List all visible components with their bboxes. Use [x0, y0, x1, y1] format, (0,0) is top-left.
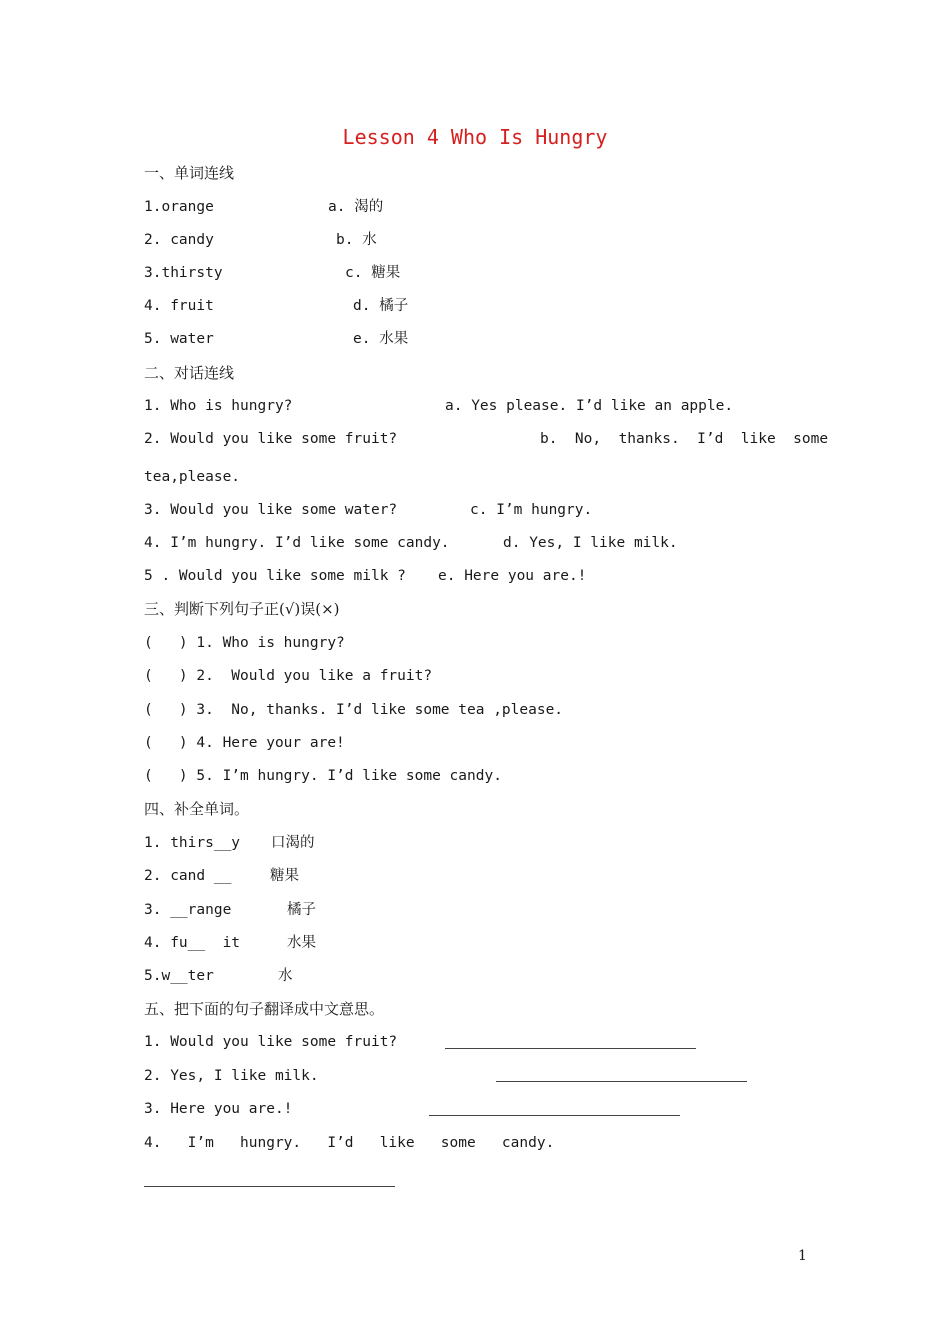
s2-answer-b: b. No, thanks. I’d like some	[540, 431, 829, 447]
s5-answer-line-1	[445, 1048, 696, 1049]
s1-meaning-e: e. 水果	[353, 331, 409, 347]
s2-question-4: 4. I’m hungry. I’d like some candy.	[144, 535, 450, 551]
s5-sentence-2: 2. Yes, I like milk.	[144, 1068, 319, 1084]
s5-sentence-1: 1. Would you like some fruit?	[144, 1034, 398, 1050]
s1-word-2: 2. candy	[144, 232, 214, 248]
s5-answer-line-2	[496, 1081, 747, 1082]
s4-meaning-1: 口渴的	[271, 835, 315, 851]
s2-answer-c: c. I’m hungry.	[470, 502, 593, 518]
page-number: 1	[798, 1248, 807, 1264]
section4-heading: 四、补全单词。	[144, 800, 250, 818]
s3-item-3: ( ) 3. No, thanks. I’d like some tea ,please.	[144, 702, 564, 718]
s3-item-4: ( ) 4. Here your are!	[144, 735, 345, 751]
s1-word-1: 1.orange	[144, 199, 214, 215]
s4-word-2: 2. cand __	[144, 868, 232, 884]
s4-word-3: 3. __range	[144, 902, 232, 918]
s2-question-3: 3. Would you like some water?	[144, 502, 398, 518]
s5-answer-line-3	[429, 1115, 680, 1116]
s3-item-2: ( ) 2. Would you like a fruit?	[144, 668, 433, 684]
s1-meaning-c: c. 糖果	[345, 265, 401, 281]
s1-word-5: 5. water	[144, 331, 214, 347]
s3-item-5: ( ) 5. I’m hungry. I’d like some candy.	[144, 768, 502, 784]
section3-heading: 三、判断下列句子正(√)误(×)	[144, 600, 340, 618]
s4-meaning-5: 水	[278, 968, 293, 984]
s2-question-2: 2. Would you like some fruit?	[144, 431, 398, 447]
s3-item-1: ( ) 1. Who is hungry?	[144, 635, 345, 651]
s4-word-4: 4. fu__ it	[144, 935, 241, 951]
s4-meaning-4: 水果	[287, 935, 316, 951]
s4-meaning-2: 糖果	[270, 868, 299, 884]
s5-answer-line-4	[144, 1186, 395, 1187]
page-title: Lesson 4 Who Is Hungry	[342, 125, 608, 149]
s4-word-1: 1. thirs__y	[144, 835, 241, 851]
s5-sentence-4: 4. I’m hungry. I’d like some candy.	[144, 1135, 555, 1151]
s1-word-4: 4. fruit	[144, 298, 214, 314]
s2-answer-b-continued: tea,please.	[144, 469, 241, 485]
section5-heading: 五、把下面的句子翻译成中文意思。	[144, 1000, 385, 1018]
s2-question-5: 5 . Would you like some milk ?	[144, 568, 406, 584]
s5-sentence-3: 3. Here you are.!	[144, 1101, 293, 1117]
s2-answer-a: a. Yes please. I’d like an apple.	[445, 398, 734, 414]
s4-word-5: 5.w__ter	[144, 968, 214, 984]
s1-meaning-a: a. 渴的	[328, 199, 384, 215]
s1-meaning-b: b. 水	[336, 232, 377, 248]
s2-answer-d: d. Yes, I like milk.	[503, 535, 678, 551]
s1-word-3: 3.thirsty	[144, 265, 223, 281]
section2-heading: 二、对话连线	[144, 364, 235, 382]
section1-heading: 一、单词连线	[144, 164, 235, 182]
s2-question-1: 1. Who is hungry?	[144, 398, 293, 414]
s4-meaning-3: 橘子	[287, 902, 316, 918]
s1-meaning-d: d. 橘子	[353, 298, 409, 314]
s2-answer-e: e. Here you are.!	[438, 568, 587, 584]
